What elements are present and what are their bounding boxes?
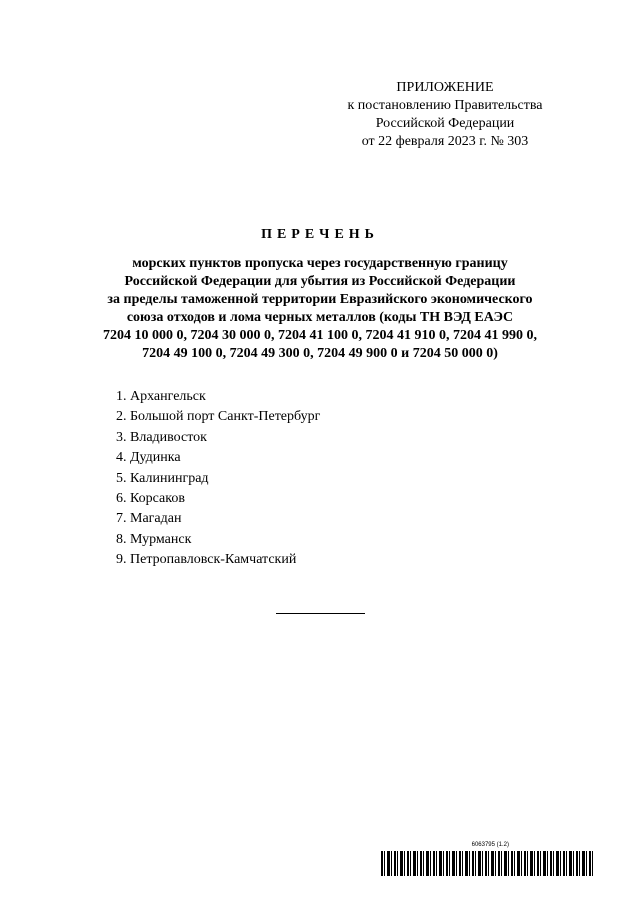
document-subtitle (60, 255, 580, 363)
subtitle-line: морских пунктов пропуска через государственную границу (132, 256, 508, 271)
barcode-icon (381, 851, 593, 876)
list-item: 6. Корсаков (116, 491, 185, 507)
subtitle-line: за пределы таможенной территории Евразийского экономического (107, 292, 533, 307)
list-item: 1. Архангельск (116, 389, 206, 404)
list-item: 7. Магадан (116, 511, 182, 527)
end-divider (276, 613, 365, 614)
barcode-id: 6063795 (1.2) (471, 842, 509, 848)
barcode-block (381, 841, 593, 876)
list-item: 2. Большой порт Санкт-Петербург (116, 409, 321, 425)
appendix-date-number-line: от 22 февраля 2023 г. № 303 (361, 134, 529, 149)
ports-list (116, 387, 320, 571)
list-item: 4. Дудинка (116, 450, 181, 466)
appendix-label: ПРИЛОЖЕНИЕ (396, 80, 494, 95)
subtitle-line: 7204 10 000 0, 7204 30 000 0, 7204 41 100 0, 7204 41 910 0, 7204 41 990 0, (103, 328, 537, 343)
list-item: 8. Мурманск (116, 531, 192, 547)
subtitle-line: союза отходов и лома черных металлов (коды ТН ВЭД ЕАЭС (126, 310, 514, 325)
list-item: 3. Владивосток (116, 429, 207, 445)
list-item: 5. Калининград (116, 470, 209, 486)
appendix-government-line: Российской Федерации (375, 116, 515, 131)
list-item: 9. Петропавловск-Камчатский (116, 552, 297, 568)
appendix-resolution-line: к постановлению Правительства (347, 98, 543, 113)
document-title: ПЕРЕЧЕНЬ (261, 227, 379, 242)
appendix-block (330, 79, 560, 151)
subtitle-line: 7204 49 100 0, 7204 49 300 0, 7204 49 900 0 и 7204 50 000 0) (142, 346, 498, 361)
subtitle-line: Российской Федерации для убытия из Российской Федерации (124, 274, 516, 289)
